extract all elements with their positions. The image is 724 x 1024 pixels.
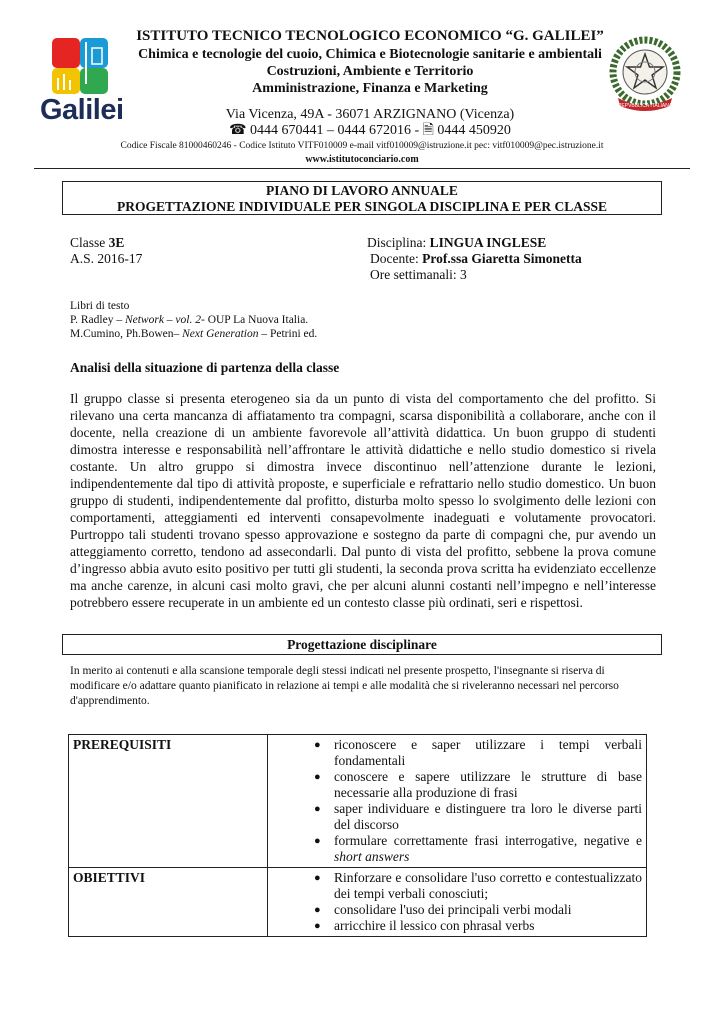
obiettivi-list (314, 870, 642, 934)
letterhead (0, 0, 724, 172)
textbook-2 (70, 327, 317, 341)
document-title-line2: PROGETTAZIONE INDIVIDUALE PER SINGOLA DISCIPLINA E PER CLASSE (117, 199, 607, 214)
table-row (69, 735, 647, 868)
list-item-text: formulare correttamente frasi interrogative, negative e (334, 833, 642, 848)
list-item: ● consolidare l'uso dei principali verbi modali (334, 902, 642, 918)
textbook-1 (70, 313, 317, 327)
school-codes: Codice Fiscale 81000460246 - Codice Istituto VITF010009 e-mail vitf010009@istruzione.it pec: vitf010009@pec.istruzione.it (120, 141, 604, 151)
school-website[interactable]: www.istitutoconciario.com (305, 154, 419, 165)
document-title-line1: PIANO DI LAVORO ANNUALE (266, 183, 458, 198)
textbook-1-publisher: - OUP La Nuova Italia. (200, 314, 309, 326)
school-phones: ☎ 0444 670441 – 0444 672016 - 🗎 0444 450920 (229, 123, 511, 138)
table-spacer (268, 868, 311, 937)
obiettivi-list-cell (310, 868, 647, 937)
list-item: ● saper individuare e distinguere tra loro le diverse parti del discorso (334, 801, 642, 833)
prerequisiti-list (314, 737, 642, 865)
italian-republic-seal-icon (604, 32, 686, 114)
school-name: ISTITUTO TECNICO TECNOLOGICO ECONOMICO “G. GALILEI” (136, 28, 604, 44)
teacher-value: Prof.ssa Giaretta Simonetta (422, 251, 582, 266)
textbook-2-publisher: – Petrini ed. (258, 328, 318, 340)
textbook-2-title: Next Generation (182, 328, 259, 340)
analysis-title: Analisi della situazione di partenza della classe (70, 360, 340, 375)
table-spacer (268, 735, 311, 868)
school-course-1: Chimica e tecnologie del cuoio, Chimica e Biotecnologie sanitarie e ambientali (138, 47, 602, 62)
prerequisiti-list-cell (310, 735, 647, 868)
progettazione-title: Progettazione disciplinare (62, 634, 662, 655)
list-item: ● riconoscere e saper utilizzare i tempi verbali fondamentali (334, 737, 642, 769)
list-item-italic: short answers (334, 849, 410, 864)
school-address: Via Vicenza, 49A - 36071 ARZIGNANO (Vicenza) (225, 107, 515, 122)
list-item: ● arricchire il lessico con phrasal verbs (334, 918, 642, 934)
subject-value: LINGUA INGLESE (429, 235, 547, 250)
textbook-2-author: M.Cumino, Ph.Bowen– (70, 328, 183, 340)
subject-info (367, 235, 546, 251)
weekly-hours: Ore settimanali: 3 (370, 267, 467, 282)
document-title-box (62, 181, 662, 215)
school-course-3: Amministrazione, Finanza e Marketing (252, 81, 488, 96)
class-label: Classe (70, 235, 109, 250)
textbooks (70, 299, 317, 341)
table-row (69, 868, 647, 937)
list-item: ● Rinforzare e consolidare l'uso corretto e contestualizzato dei tempi verbali conosciuti; (334, 870, 642, 902)
school-course-2: Costruzioni, Ambiente e Territorio (266, 64, 474, 79)
logo-wordmark: Galilei (40, 94, 124, 126)
plan-table (68, 734, 647, 937)
list-item (334, 833, 642, 865)
seal-ribbon-text: REPVBBLICA ITALIANA (617, 103, 673, 109)
obiettivi-label: OBIETTIVI (69, 868, 268, 937)
list-item: ● conoscere e sapere utilizzare le strutture di base necessarie alla produzione di frasi (334, 769, 642, 801)
class-value: 3E (108, 235, 125, 250)
textbooks-heading: Libri di testo (70, 300, 130, 312)
progettazione-intro: In merito ai contenuti e alla scansione temporale degli stessi indicati nel presente prospetto, l'insegnante si riserva di modificare e/o adattare quanto pianificato in relazione ai tempi e alle modalità che si riveleranno necessari nel percorso d'apprendimento. (70, 665, 619, 707)
teacher-info (370, 251, 582, 267)
subject-label: Disciplina: (367, 235, 430, 250)
school-year: A.S. 2016-17 (70, 251, 143, 266)
textbook-1-title: Network – vol. 2 (124, 314, 201, 326)
analysis-text: Il gruppo classe si presenta eterogeneo sia da un punto di vista del comportamento che del profitto. Si rilevano una certa mancanza di affiatamento tra compagni, scarsa disponibilità a collaborare, anche con il docente, nella creazione di un ambiente favorevole all’attività didattica. Un buon gruppo di studenti dimostra interesse e responsabilità nell’affrontare le attività didattiche e nello studio domestico si rivela costante. Un altro gruppo si dimostra invece discontinuo nell’attenzione durante le lezioni, indipendentemente dal tipo di attività proposte, e superficiale e refrattario nello studio domestico. Un buon gruppo di studenti, indipendentemente dal profitto, disturba molto spesso lo svolgimento delle lezioni con comportamenti, atteggiamenti ed interventi consapevolmente inadeguati e volutamente provocatori. Purtroppo tali studenti trovano spesso approvazione e sostegno da parte di compagni che, pur avendo un atteggiamento corretto, tendono ad assecondarli. Dal punto di vista del profitto, sebbene la prova comune d’ingresso abbia avuto esito positivo per tutti gli studenti, la seconda prova scritta ha evidenziato eccellenze ma anche carenze, in alcuni casi molto gravi, che per alcuni alunni costanti nell’impegno e nell’interesse potrebbero essere recuperate in un ambiente ed un contesto classe più ordinati, seri e rispettosi. (70, 391, 656, 610)
teacher-label: Docente: (370, 251, 423, 266)
textbook-1-author: P. Radley – (70, 314, 125, 326)
class-info (70, 235, 124, 251)
header-divider (34, 168, 690, 169)
prerequisiti-label: PREREQUISITI (69, 735, 268, 868)
